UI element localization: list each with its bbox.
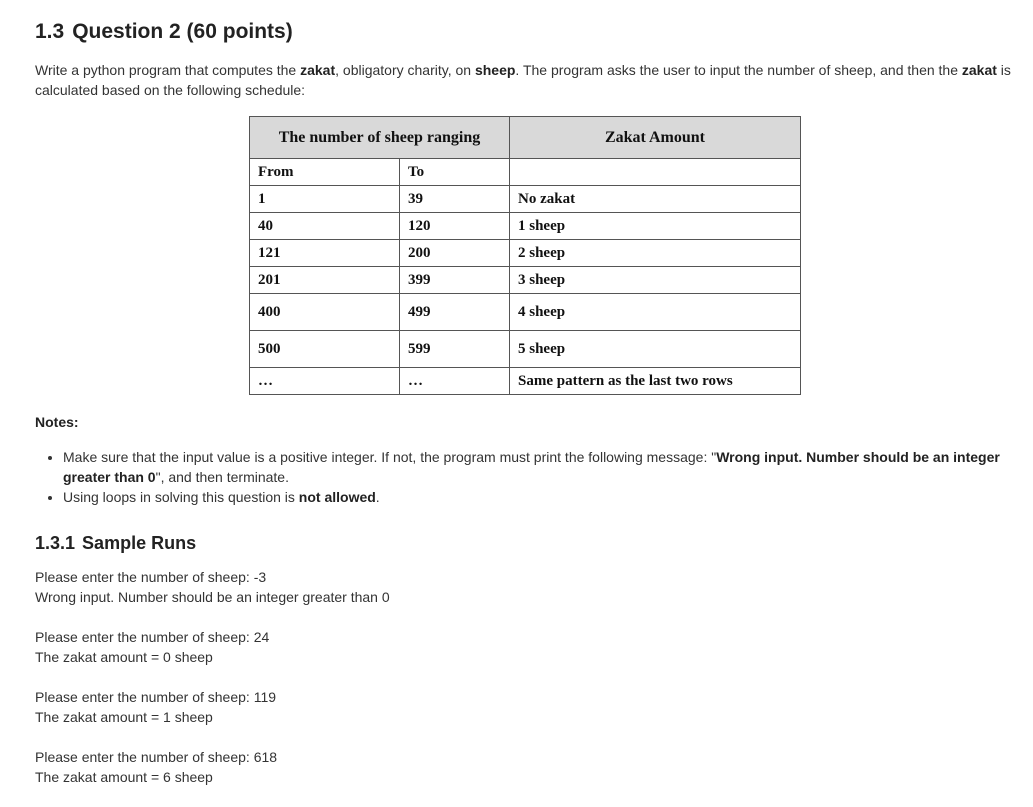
table-row bbox=[250, 331, 801, 368]
intro-text: Write a python program that computes the bbox=[35, 62, 301, 78]
cell-from: 1 bbox=[250, 186, 400, 213]
cell-amount: 4 sheep bbox=[510, 294, 801, 331]
run-prompt: Please enter the number of sheep: 24 bbox=[35, 629, 270, 645]
run-prompt: Please enter the number of sheep: 119 bbox=[35, 689, 277, 705]
section-number: 1.3 bbox=[35, 20, 65, 43]
subsection-number: 1.3.1 bbox=[35, 533, 76, 553]
notes-title: Notes: bbox=[35, 414, 79, 430]
intro-bold: zakat bbox=[961, 62, 997, 78]
note-text: ", and then terminate. bbox=[155, 469, 289, 485]
note-bold: Wrong input. Number should be an integer greater than 0 bbox=[63, 449, 1000, 485]
intro-bold: sheep bbox=[474, 62, 516, 78]
subheader-empty bbox=[510, 159, 801, 186]
run-output: The zakat amount = 6 sheep bbox=[35, 769, 213, 785]
run-output: Wrong input. Number should be an integer greater than 0 bbox=[35, 589, 390, 605]
table-row bbox=[250, 186, 801, 213]
cell-amount: 1 sheep bbox=[510, 213, 801, 240]
intro-text: . The program asks the user to input the number of sheep, and then the bbox=[515, 62, 962, 78]
header-range: The number of sheep ranging bbox=[250, 117, 510, 159]
table-row bbox=[250, 213, 801, 240]
cell-to: … bbox=[400, 368, 510, 395]
subheader-to: To bbox=[400, 159, 510, 186]
sample-runs-heading bbox=[35, 533, 196, 554]
cell-amount: 5 sheep bbox=[510, 331, 801, 368]
notes-list bbox=[35, 447, 1033, 507]
cell-from: 40 bbox=[250, 213, 400, 240]
header-amount: Zakat Amount bbox=[510, 117, 801, 159]
sample-run bbox=[35, 687, 390, 727]
table-row bbox=[250, 240, 801, 267]
cell-amount: 3 sheep bbox=[510, 267, 801, 294]
subheader-from: From bbox=[250, 159, 400, 186]
note-bold: not allowed bbox=[298, 489, 376, 505]
note-item bbox=[63, 487, 1033, 507]
cell-to: 39 bbox=[400, 186, 510, 213]
table-row bbox=[250, 267, 801, 294]
cell-amount: No zakat bbox=[510, 186, 801, 213]
run-output: The zakat amount = 0 sheep bbox=[35, 649, 213, 665]
section-title: Question 2 (60 points) bbox=[72, 20, 293, 43]
cell-amount: 2 sheep bbox=[510, 240, 801, 267]
cell-to: 399 bbox=[400, 267, 510, 294]
cell-to: 200 bbox=[400, 240, 510, 267]
cell-from: … bbox=[250, 368, 400, 395]
cell-from: 500 bbox=[250, 331, 400, 368]
run-prompt: Please enter the number of sheep: 618 bbox=[35, 749, 278, 765]
intro-text: , obligatory charity, on bbox=[335, 62, 475, 78]
run-output: The zakat amount = 1 sheep bbox=[35, 709, 213, 725]
sample-run bbox=[35, 567, 390, 607]
intro-paragraph bbox=[35, 60, 1020, 100]
cell-from: 121 bbox=[250, 240, 400, 267]
sample-run bbox=[35, 747, 390, 787]
cell-to: 599 bbox=[400, 331, 510, 368]
intro-text: is calculated based on the following schedule: bbox=[35, 62, 1011, 98]
cell-to: 120 bbox=[400, 213, 510, 240]
table-header-row bbox=[250, 117, 801, 159]
subsection-title: Sample Runs bbox=[82, 533, 197, 553]
table-subheader-row bbox=[250, 159, 801, 186]
table-row bbox=[250, 294, 801, 331]
table-row bbox=[250, 368, 801, 395]
zakat-schedule-table bbox=[249, 116, 801, 395]
note-text: Make sure that the input value is a positive integer. If not, the program must print the following message: " bbox=[63, 449, 717, 465]
question-heading bbox=[35, 20, 293, 44]
sample-run bbox=[35, 627, 390, 667]
note-text: Using loops in solving this question is bbox=[63, 489, 299, 505]
sample-runs bbox=[35, 567, 390, 807]
cell-from: 400 bbox=[250, 294, 400, 331]
cell-amount: Same pattern as the last two rows bbox=[510, 368, 801, 395]
run-prompt: Please enter the number of sheep: -3 bbox=[35, 569, 267, 585]
cell-from: 201 bbox=[250, 267, 400, 294]
intro-bold: zakat bbox=[300, 62, 336, 78]
note-item bbox=[63, 447, 1033, 487]
cell-to: 499 bbox=[400, 294, 510, 331]
note-text: . bbox=[375, 489, 380, 505]
